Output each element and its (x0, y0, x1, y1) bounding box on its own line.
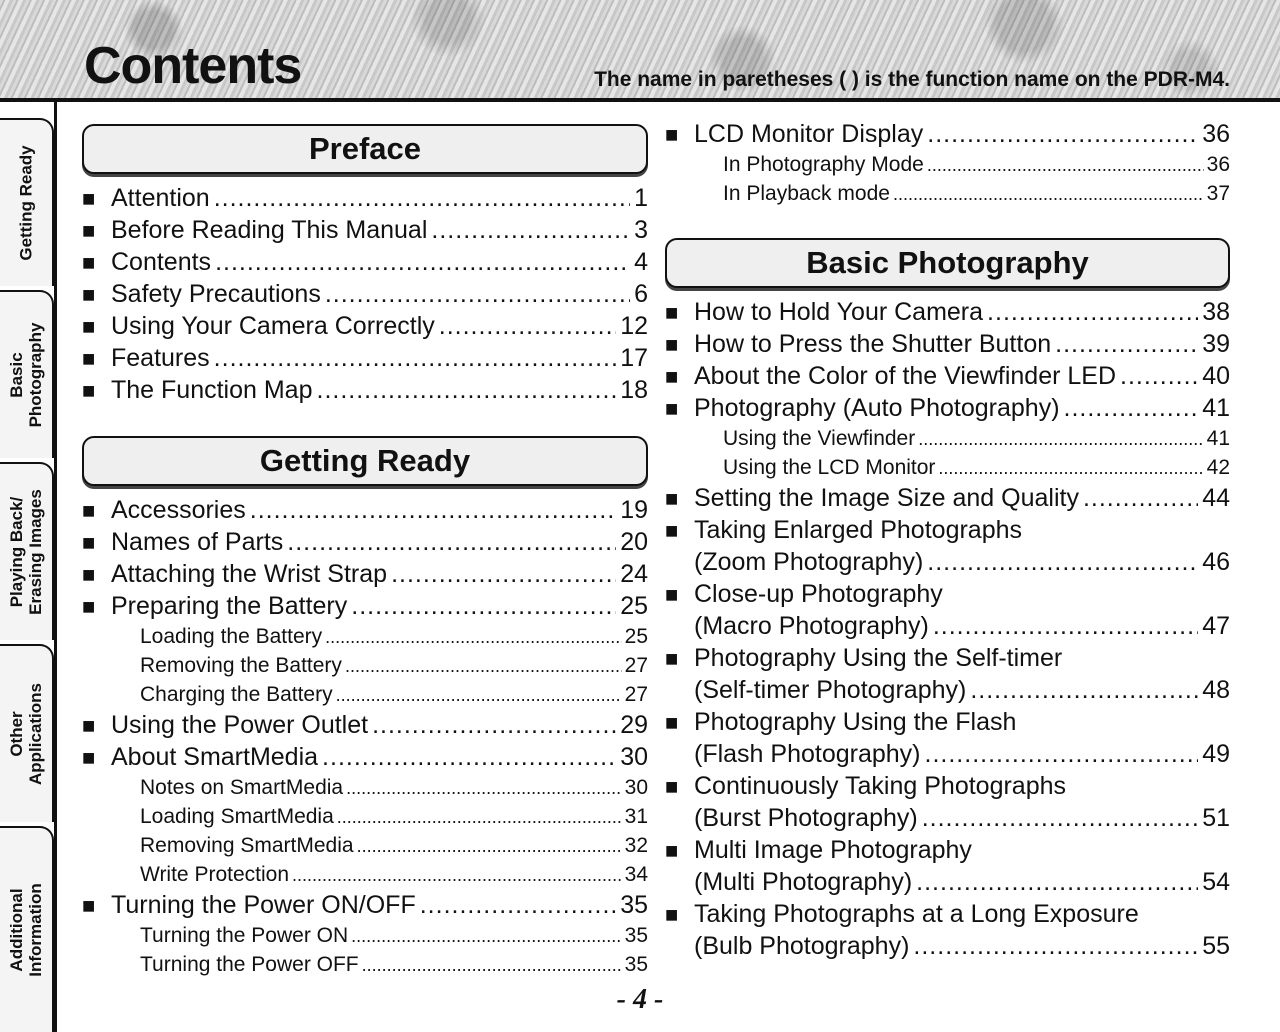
page-number: - 4 - (616, 984, 664, 1015)
side-divider (54, 102, 57, 1032)
bullet-square-icon: ■ (82, 282, 96, 307)
bullet-square-icon: ■ (82, 314, 96, 339)
toc-entry-continued[interactable]: (Self-timer Photography) ..... 48 (665, 674, 1230, 706)
bullet-square-icon: ■ (665, 518, 679, 543)
toc-subentry[interactable]: Write Protection ..... 34 (82, 860, 648, 889)
toc-entry-continued[interactable]: (Flash Photography) ..... 49 (665, 738, 1230, 770)
side-tab-playing-back[interactable] (0, 462, 54, 640)
toc-entry-continued[interactable]: (Zoom Photography) ..... 46 (665, 546, 1230, 578)
bullet-square-icon: ■ (82, 250, 96, 275)
toc-entry[interactable]: ■ Photography Using the Flash (665, 706, 1230, 738)
toc-left-column (82, 118, 648, 979)
bullet-square-icon: ■ (82, 745, 96, 770)
toc-entry[interactable]: ■ Using Your Camera Correctly ..... 12 (82, 310, 648, 342)
bullet-square-icon: ■ (665, 122, 679, 147)
toc-entry[interactable]: ■ The Function Map ..... 18 (82, 374, 648, 406)
bullet-square-icon: ■ (82, 530, 96, 555)
toc-entry[interactable]: ■ Features ..... 17 (82, 342, 648, 374)
section-heading-getting-ready: Getting Ready (82, 436, 648, 486)
toc-entry[interactable]: ■ Before Reading This Manual ..... 3 (82, 214, 648, 246)
toc-entry[interactable]: ■ How to Press the Shutter Button ..... 39 (665, 328, 1230, 360)
toc-subentry[interactable]: In Playback mode ..... 37 (665, 179, 1230, 208)
toc-subentry[interactable]: Using the Viewfinder ..... 41 (665, 424, 1230, 453)
bullet-square-icon: ■ (82, 594, 96, 619)
section-heading-basic-photography: Basic Photography (665, 238, 1230, 288)
toc-entry[interactable]: ■ Taking Enlarged Photographs (665, 514, 1230, 546)
bullet-square-icon: ■ (82, 498, 96, 523)
toc-entry[interactable]: ■ Photography (Auto Photography) ..... 41 (665, 392, 1230, 424)
toc-entry[interactable]: ■ Attention ..... 1 (82, 182, 648, 214)
toc-subentry[interactable]: In Photography Mode ..... 36 (665, 150, 1230, 179)
section-heading-preface: Preface (82, 124, 648, 174)
toc-subentry[interactable]: Loading the Battery ..... 25 (82, 622, 648, 651)
bullet-square-icon: ■ (665, 710, 679, 735)
bullet-square-icon: ■ (665, 902, 679, 927)
side-tab-other-applications[interactable] (0, 644, 54, 822)
side-tab-label: Basic Photography (7, 322, 45, 428)
toc-subentry[interactable]: Charging the Battery ..... 27 (82, 680, 648, 709)
side-tab-label: Other Applications (7, 682, 45, 786)
toc-subentry[interactable]: Removing the Battery ..... 27 (82, 651, 648, 680)
bullet-square-icon: ■ (82, 346, 96, 371)
toc-entry-continued[interactable]: (Bulb Photography) ..... 55 (665, 930, 1230, 962)
toc-entry[interactable]: ■ Setting the Image Size and Quality ..... 44 (665, 482, 1230, 514)
toc-entry[interactable]: ■ Safety Precautions ..... 6 (82, 278, 648, 310)
toc-subentry[interactable]: Turning the Power OFF ..... 35 (82, 950, 648, 979)
toc-subentry[interactable]: Turning the Power ON ..... 35 (82, 921, 648, 950)
toc-entry[interactable]: ■ Turning the Power ON/OFF ..... 35 (82, 889, 648, 921)
bullet-square-icon: ■ (82, 713, 96, 738)
toc-entry-continued[interactable]: (Multi Photography) ..... 54 (665, 866, 1230, 898)
toc-subentry[interactable]: Notes on SmartMedia ..... 30 (82, 773, 648, 802)
toc-right-column (665, 118, 1230, 962)
toc-subentry[interactable]: Removing SmartMedia ..... 32 (82, 831, 648, 860)
side-tab-basic-photography[interactable] (0, 290, 54, 458)
toc-entry[interactable]: ■ LCD Monitor Display ..... 36 (665, 118, 1230, 150)
bullet-square-icon: ■ (665, 582, 679, 607)
bullet-square-icon: ■ (665, 486, 679, 511)
toc-entry[interactable]: ■ Accessories ..... 19 (82, 494, 648, 526)
side-tab-getting-ready[interactable] (0, 118, 54, 286)
toc-entry[interactable]: ■ Preparing the Battery ..... 25 (82, 590, 648, 622)
toc-entry[interactable]: ■ How to Hold Your Camera ..... 38 (665, 296, 1230, 328)
toc-entry[interactable]: ■ Taking Photographs at a Long Exposure (665, 898, 1230, 930)
toc-entry-continued[interactable]: (Macro Photography) ..... 47 (665, 610, 1230, 642)
side-tab-label: Playing Back/ Erasing Images (7, 489, 45, 615)
header-note: The name in paretheses ( ) is the function name on the PDR-M4. (594, 68, 1230, 91)
bullet-square-icon: ■ (665, 396, 679, 421)
toc-entry[interactable]: ■ Close-up Photography (665, 578, 1230, 610)
toc-entry[interactable]: ■ Attaching the Wrist Strap ..... 24 (82, 558, 648, 590)
bullet-square-icon: ■ (665, 838, 679, 863)
toc-entry[interactable]: ■ About the Color of the Viewfinder LED ..... 40 (665, 360, 1230, 392)
bullet-square-icon: ■ (665, 300, 679, 325)
bullet-square-icon: ■ (82, 562, 96, 587)
toc-entry[interactable]: ■ Multi Image Photography (665, 834, 1230, 866)
toc-entry[interactable]: ■ Using the Power Outlet ..... 29 (82, 709, 648, 741)
toc-entry[interactable]: ■ Contents ..... 4 (82, 246, 648, 278)
bullet-square-icon: ■ (665, 774, 679, 799)
toc-subentry[interactable]: Using the LCD Monitor ..... 42 (665, 453, 1230, 482)
bullet-square-icon: ■ (82, 218, 96, 243)
toc-entry[interactable]: ■ About SmartMedia ..... 30 (82, 741, 648, 773)
toc-entry[interactable]: ■ Names of Parts ..... 20 (82, 526, 648, 558)
side-tab-label: Additional Information (7, 883, 45, 977)
toc-entry[interactable]: ■ Photography Using the Self-timer (665, 642, 1230, 674)
toc-entry-continued[interactable]: (Burst Photography) ..... 51 (665, 802, 1230, 834)
bullet-square-icon: ■ (665, 332, 679, 357)
toc-entry[interactable]: ■ Continuously Taking Photographs (665, 770, 1230, 802)
header-rule (0, 98, 1280, 102)
bullet-square-icon: ■ (665, 364, 679, 389)
bullet-square-icon: ■ (665, 646, 679, 671)
bullet-square-icon: ■ (82, 186, 96, 211)
side-tab-label: Getting Ready (16, 145, 36, 261)
bullet-square-icon: ■ (82, 893, 96, 918)
page-title: Contents (84, 37, 302, 95)
toc-subentry[interactable]: Loading SmartMedia ..... 31 (82, 802, 648, 831)
bullet-square-icon: ■ (82, 378, 96, 403)
